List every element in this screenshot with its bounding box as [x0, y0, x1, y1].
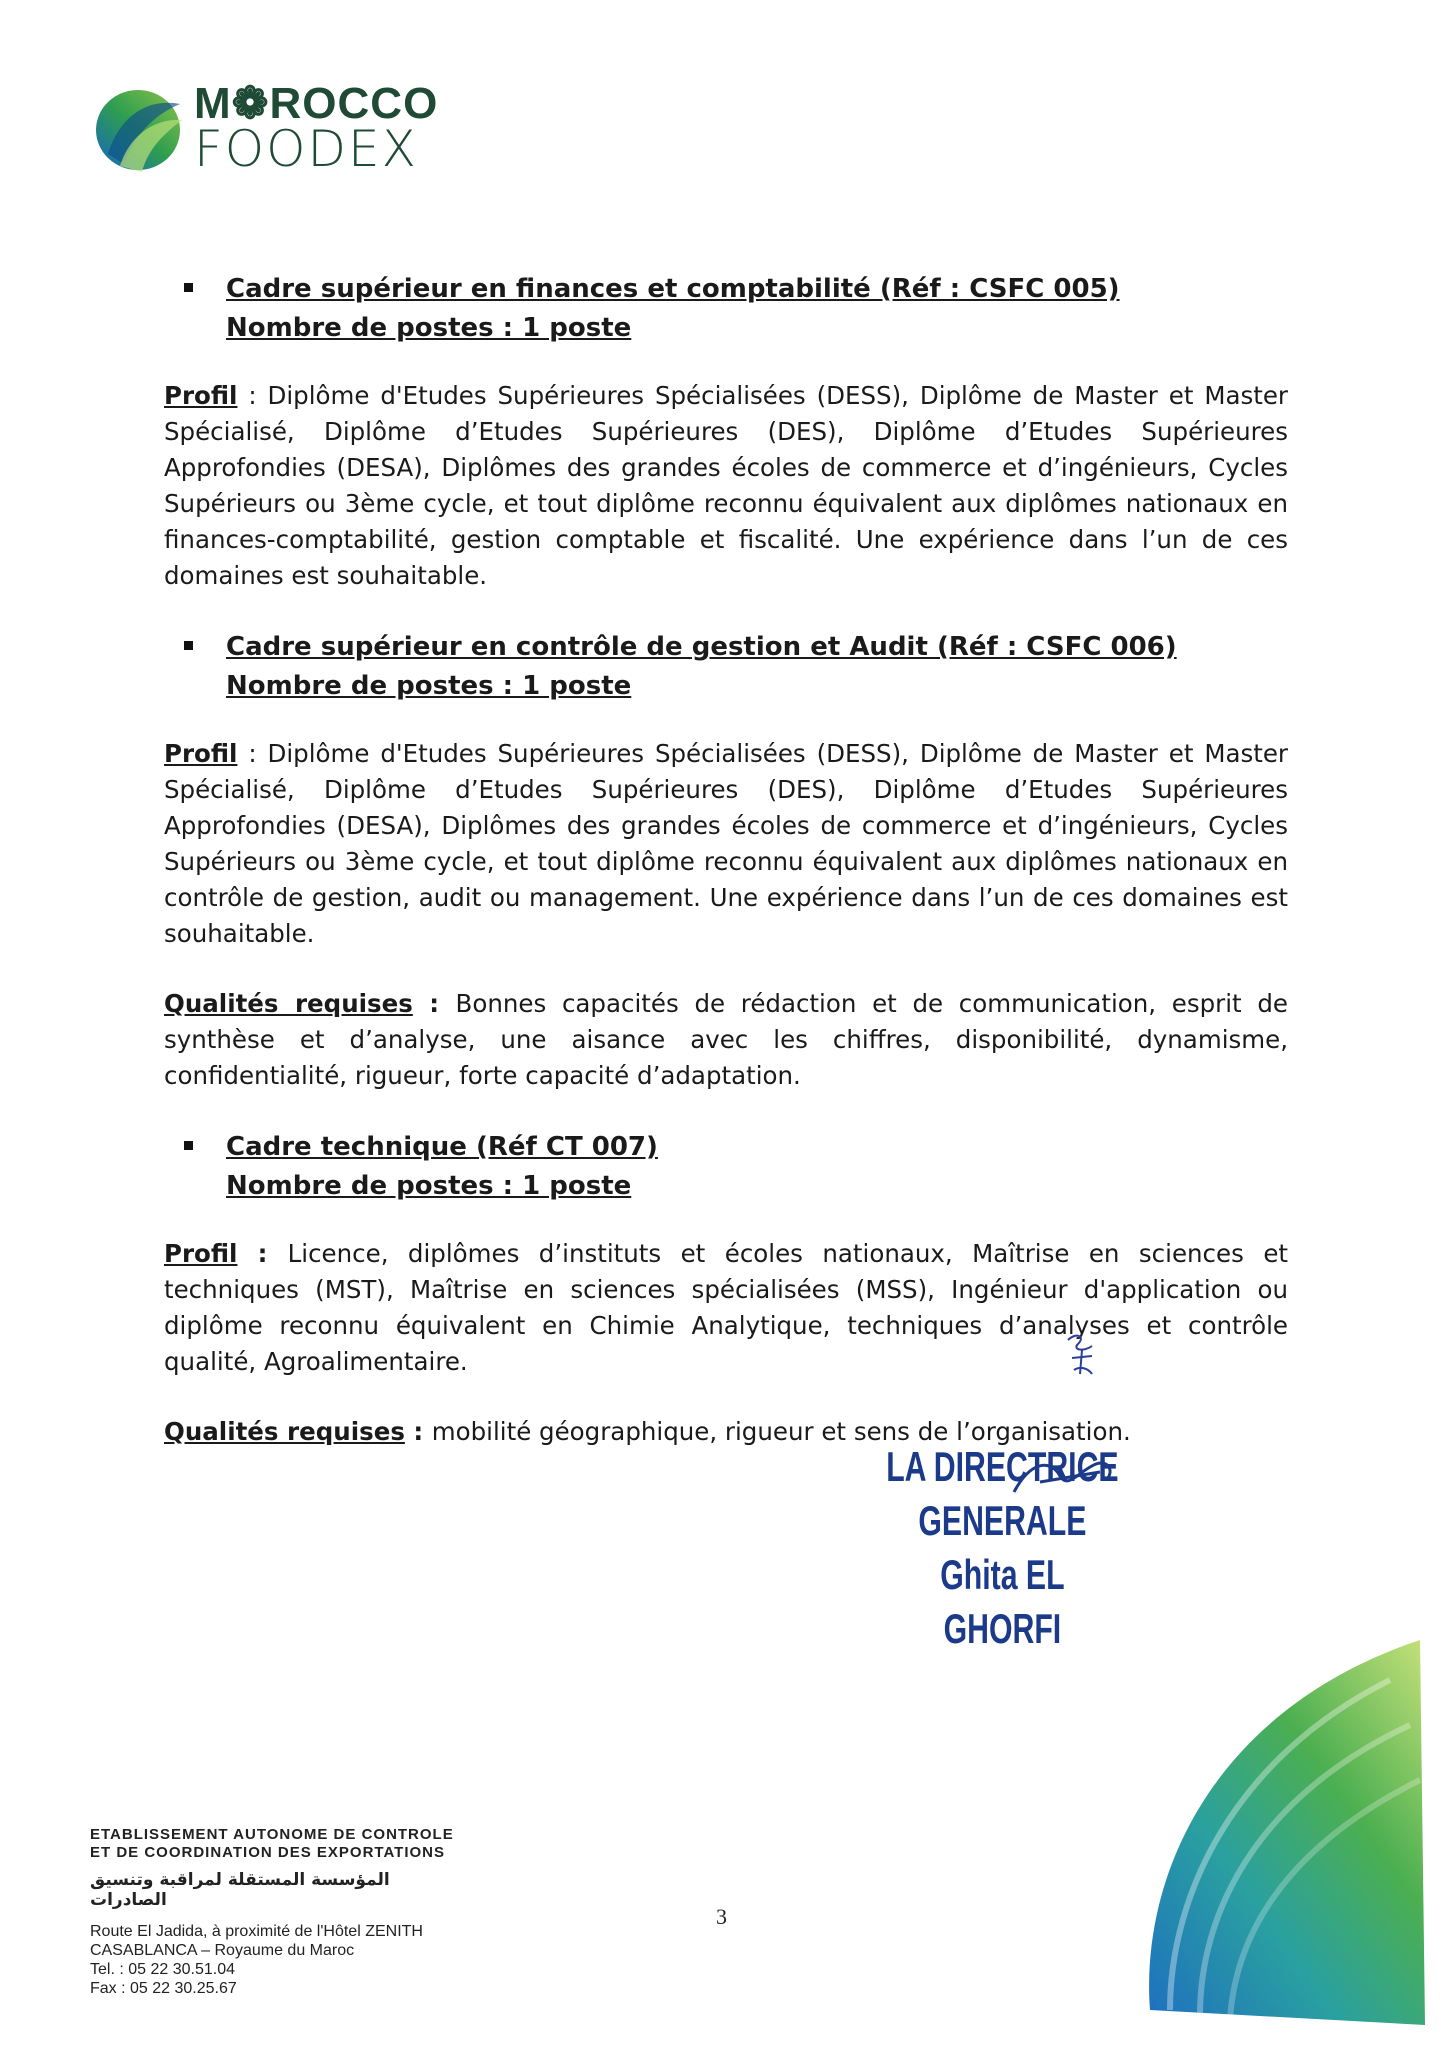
- footer-address-block: [90, 1826, 510, 1998]
- morocco-foodex-logo: [90, 78, 450, 178]
- page-number: 3: [716, 1904, 727, 1929]
- footer-fax: Fax : 05 22 30.25.67: [90, 1980, 237, 1997]
- job-posts-count: Nombre de postes : 1 poste: [226, 313, 632, 343]
- footer-address-line: CASABLANCA – Royaume du Maroc: [90, 1942, 355, 1959]
- qualites-text: Bonnes capacités de rédaction et de communication, esprit de synthèse et d’analyse, une aisance avec les chiffres, disponibilité, dynamisme, confidentialité, rigueur, forte capacité d’adaptation.: [164, 989, 1288, 1090]
- profil-label: Profil: [164, 1239, 238, 1268]
- bullet-icon: [184, 641, 193, 650]
- qualites-text: mobilité géographique, rigueur et sens de l’organisation.: [431, 1417, 1131, 1446]
- footer-arabic-name: المؤسسة المستقلة لمراقبة وتنسيق الصادرات: [90, 1870, 390, 1910]
- profil-text: : Diplôme d'Etudes Supérieures Spécialisées (DESS), Diplôme de Master et Master Spécialisé, Diplôme d’Etudes Supérieures (DES), Diplôme d’Etudes Supérieures Approfondies (DESA), Diplômes des grandes écoles de commerce et d’ingénieurs, Cycles Supérieurs ou 3ème cycle, et tout diplôme reconnu équivalent aux diplômes nationaux en contrôle de gestion, audit ou management. Une expérience dans l’un de ces domaines est souhaitable.: [164, 739, 1288, 948]
- job-heading-ct-007: [226, 1128, 1288, 1206]
- decorative-gradient-swoosh: [1130, 1630, 1430, 2030]
- job-qualites-paragraph: Qualités requises : mobilité géographique, rigueur et sens de l’organisation.: [164, 1417, 1131, 1446]
- profil-label: Profil: [164, 739, 238, 768]
- bullet-icon: [184, 1141, 193, 1150]
- logo-text-foodex: FOODEX: [194, 120, 418, 178]
- job-profil-paragraph: Profil : Licence, diplômes d’instituts et écoles nationaux, Maîtrise en sciences et techniques (MST), Maîtrise en sciences spécialisées (MSS), Ingénieur d'application ou diplôme reconnu équivalent en Chimie Analytique, techniques d’analyses et contrôle qualité, Agroalimentaire.: [164, 1239, 1288, 1376]
- job-heading-csfc-006: [226, 628, 1288, 706]
- job-posts-count: Nombre de postes : 1 poste: [226, 671, 632, 701]
- footer-address-line: Route El Jadida, à proximité de l'Hôtel ZENITH: [90, 1923, 423, 1940]
- footer-tel: Tel. : 05 22 30.51.04: [90, 1961, 235, 1978]
- profil-text: : Diplôme d'Etudes Supérieures Spécialisées (DESS), Diplôme de Master et Master Spécialisé, Diplôme d’Etudes Supérieures (DES), Diplôme d’Etudes Supérieures Approfondies (DESA), Diplômes des grandes écoles de commerce et d’ingénieurs, Cycles Supérieurs ou 3ème cycle, et tout diplôme reconnu équivalent aux diplômes nationaux en finances-comptabilité, gestion comptable et fiscalité. Une expérience dans l’un de ces domaines est souhaitable.: [164, 381, 1288, 590]
- job-posts-count: Nombre de postes : 1 poste: [226, 1171, 632, 1201]
- job-title: Cadre supérieur en contrôle de gestion et Audit (Réf : CSFC 006): [226, 632, 1177, 662]
- qualites-label: Qualités requises: [164, 989, 413, 1018]
- job-title: Cadre supérieur en finances et comptabilité (Réf : CSFC 005): [226, 274, 1120, 304]
- job-title: Cadre technique (Réf CT 007): [226, 1132, 658, 1162]
- footer-org-line: ETABLISSEMENT AUTONOME DE CONTROLE: [90, 1826, 454, 1843]
- logo-text-morocco: M❁ROCCO: [194, 79, 439, 128]
- job-qualites-paragraph: Qualités requises : Bonnes capacités de rédaction et de communication, esprit de synthèse et d’analyse, une aisance avec les chiffres, disponibilité, dynamisme, confidentialité, rigueur, forte capacité d’adaptation.: [164, 989, 1288, 1090]
- document-body: [164, 270, 1288, 1484]
- signature-scribble-icon: [1010, 1452, 1120, 1512]
- profil-label: Profil: [164, 381, 238, 410]
- job-profil-paragraph: [164, 378, 1288, 594]
- bullet-icon: [184, 283, 193, 292]
- job-heading-csfc-005: [226, 270, 1288, 348]
- job-profil-paragraph: [164, 736, 1288, 952]
- signature-name: Ghita EL GHORFI: [940, 1551, 1065, 1652]
- foodex-emblem-icon: [90, 84, 186, 174]
- profil-text: Licence, diplômes d’instituts et écoles nationaux, Maîtrise en sciences et techniques (MST), Maîtrise en sciences spécialisées (MSS), Ingénieur d'application ou diplôme reconnu équivalent en Chimie Analytique, techniques d’analyses et contrôle qualité, Agroalimentaire.: [164, 1239, 1288, 1376]
- footer-org-line: ET DE COORDINATION DES EXPORTATIONS: [90, 1844, 446, 1861]
- signature-title: LA DIRECTRICE GENERALE: [886, 1443, 1119, 1544]
- handwritten-initials-icon: [1062, 1330, 1102, 1378]
- qualites-label: Qualités requises: [164, 1417, 405, 1446]
